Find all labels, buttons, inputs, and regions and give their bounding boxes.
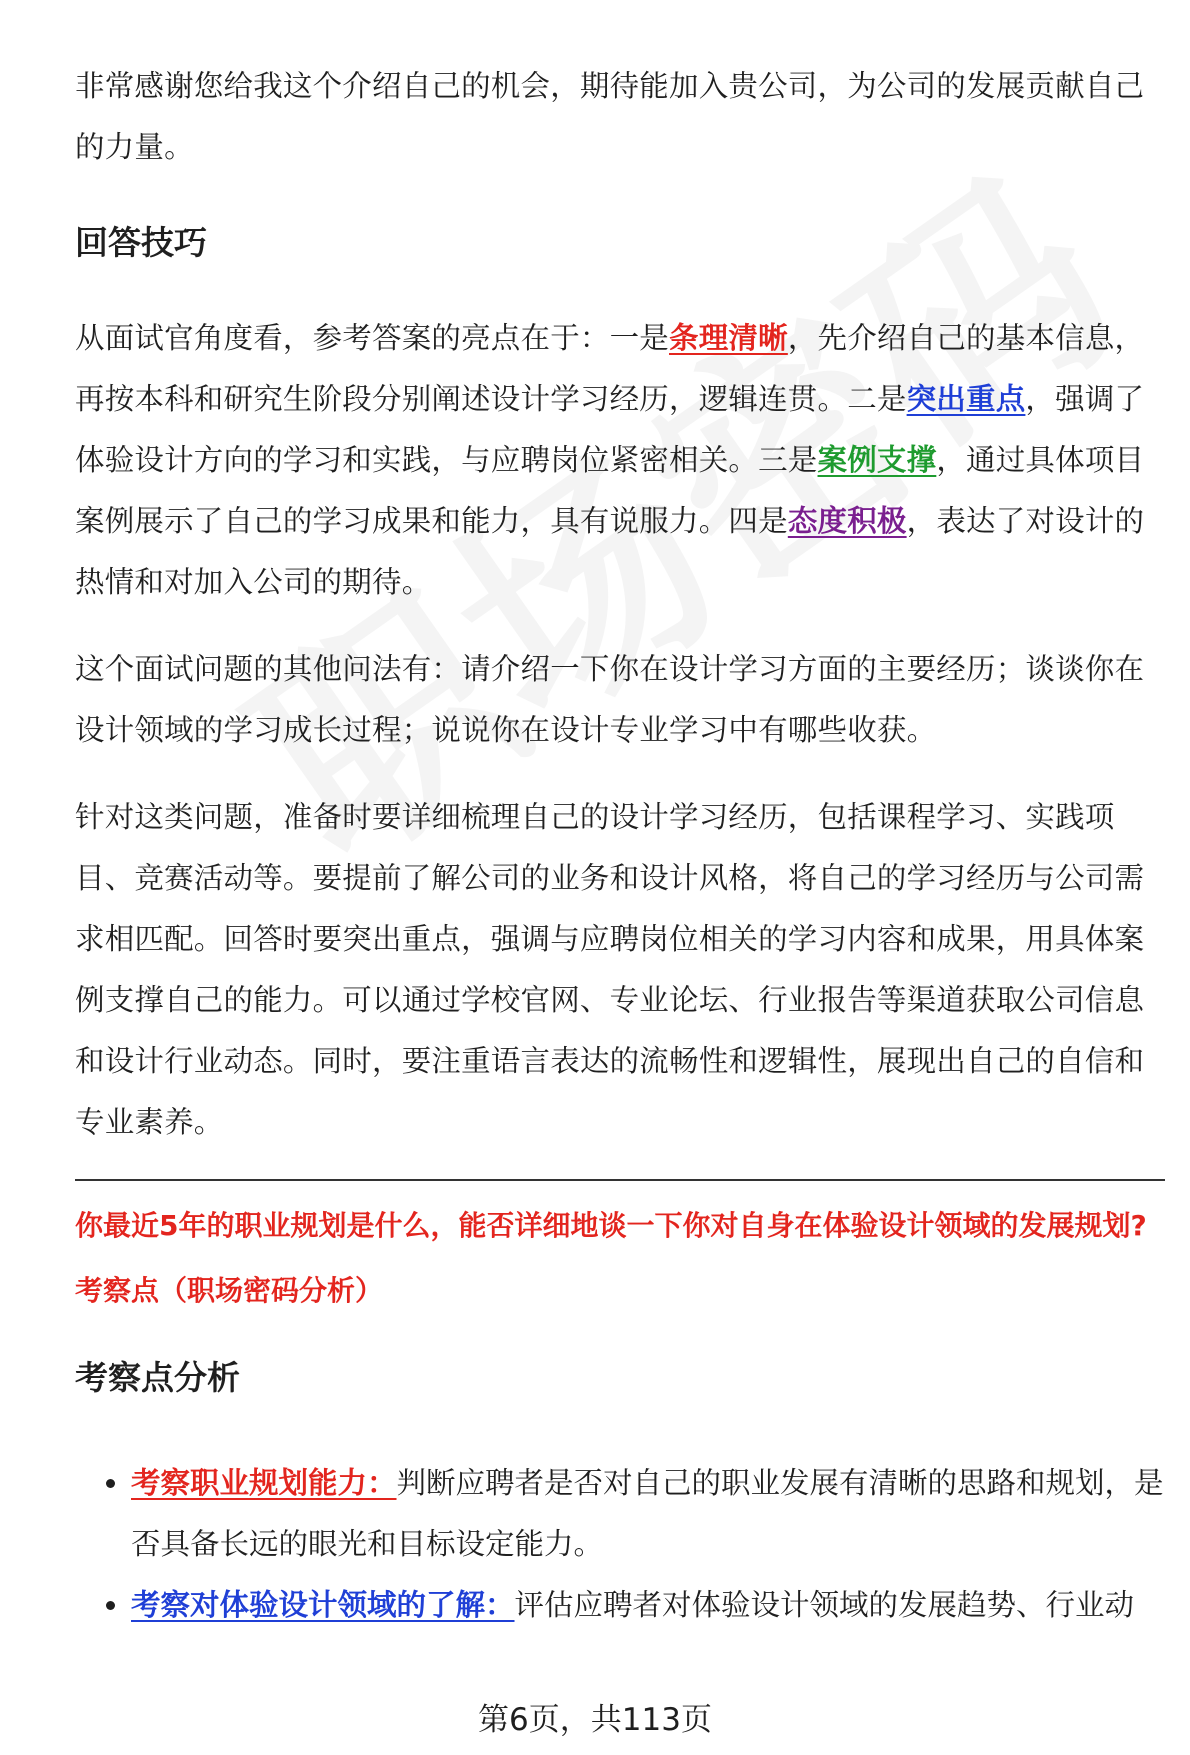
tips-paragraph-alternatives: 这个面试问题的其他问法有：请介绍一下你在设计学习方面的主要经历；谈谈你在设计领域的学习成长过程；说说你在设计专业学习中有哪些收获。 <box>75 652 1145 747</box>
analysis-list <box>75 1453 1165 1636</box>
page-number-footer: 第6页，共113页 <box>478 1702 712 1738</box>
highlight-positive-attitude: 态度积极 <box>787 504 907 538</box>
tips-text-e: ，表达了对设计的热情和对加入公司的期待。 <box>75 504 1145 599</box>
page-content <box>75 56 1165 1636</box>
tips-text-d: ，通过具体项目案例展示了自己的学习成果和能力，具有说服力。四是 <box>75 443 1145 538</box>
intro-closing-paragraph: 非常感谢您给我这个介绍自己的机会，期待能加入贵公司，为公司的发展贡献自己的力量。 <box>75 69 1145 164</box>
analysis-item-label: 考察职业规划能力： <box>131 1466 397 1500</box>
exam-point-label: 考察点（职场密码分析） <box>75 1274 384 1307</box>
list-item <box>131 1453 1165 1575</box>
list-item <box>131 1575 1165 1636</box>
question-title: 你最近5年的职业规划是什么，能否详细地谈一下你对自身在体验设计领域的发展规划? <box>75 1209 1147 1242</box>
analysis-item-label: 考察对体验设计领域的了解： <box>131 1588 515 1622</box>
highlight-case-support: 案例支撑 <box>817 443 937 477</box>
highlight-key-points: 突出重点 <box>906 382 1026 416</box>
highlight-clear-structure: 条理清晰 <box>669 321 788 355</box>
tips-heading: 回答技巧 <box>75 223 207 262</box>
tips-paragraph-preparation: 针对这类问题，准备时要详细梳理自己的设计学习经历，包括课程学习、实践项目、竞赛活动等。要提前了解公司的业务和设计风格，将自己的学习经历与公司需求相匹配。回答时要突出重点，强调与应聘岗位相关的学习内容和成果，用具体案例支撑自己的能力。可以通过学校官网、专业论坛、行业报告等渠道获取公司信息和设计行业动态。同时，要注重语言表达的流畅性和逻辑性，展现出自己的自信和专业素养。 <box>75 800 1145 1139</box>
analysis-item-text: 判断应聘者是否对自己的职业发展有清晰的思路和规划，是否具备长远的眼光和目标设定能力。 <box>131 1466 1164 1561</box>
analysis-heading: 考察点分析 <box>75 1358 240 1397</box>
analysis-item-text: 评估应聘者对体验设计领域的发展趋势、行业动 <box>514 1588 1135 1622</box>
tips-text-c: ，强调了体验设计方向的学习和实践，与应聘岗位紧密相关。三是 <box>75 382 1145 477</box>
tips-text-b: ，先介绍自己的基本信息，再按本科和研究生阶段分别阐述设计学习经历，逻辑连贯。二是 <box>75 321 1145 416</box>
tips-paragraph-highlights <box>75 308 1165 613</box>
tips-text-a: 从面试官角度看，参考答案的亮点在于：一是 <box>75 321 670 355</box>
section-divider <box>75 1179 1165 1181</box>
